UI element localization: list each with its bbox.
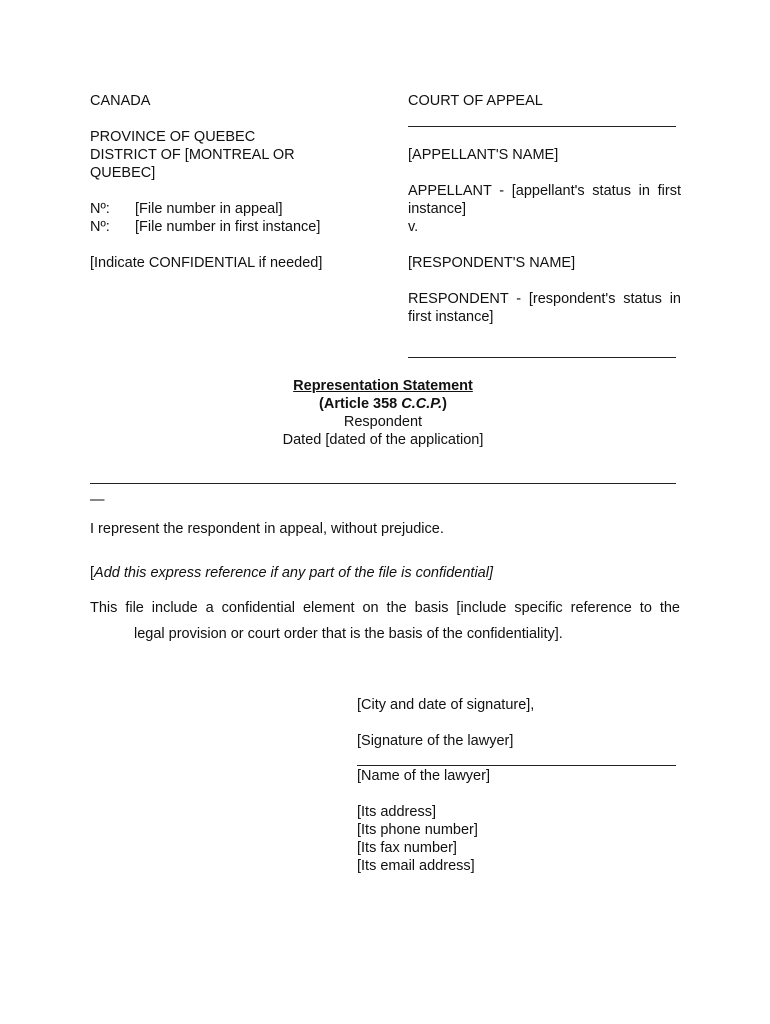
signature-rule xyxy=(357,765,676,766)
file-number-value: [File number in appeal] xyxy=(135,201,283,217)
file-number-label: Nº: xyxy=(90,201,110,217)
separator-rule-tail: — xyxy=(90,492,105,508)
express-reference-note xyxy=(90,564,680,582)
file-number-first-instance-row xyxy=(90,218,380,236)
document-title: Representation Statement xyxy=(293,378,473,394)
court-name: COURT OF APPEAL xyxy=(408,93,543,109)
file-number-label: Nº: xyxy=(90,219,110,235)
parties-rule xyxy=(408,357,676,358)
party-designation: Respondent xyxy=(343,414,423,430)
confidential-note: [Indicate CONFIDENTIAL if needed] xyxy=(90,255,323,271)
respondent-status-line2: first instance] xyxy=(408,309,494,325)
respondent-name: [RESPONDENT'S NAME] xyxy=(408,255,576,271)
title-block xyxy=(90,377,676,449)
parties-block xyxy=(408,146,681,326)
district-line1: DISTRICT OF [MONTREAL OR xyxy=(90,147,295,163)
contact-block xyxy=(357,803,677,875)
district-line2: QUEBEC] xyxy=(90,165,156,181)
header-right-column xyxy=(408,92,681,110)
city-date-signature: [City and date of signature], xyxy=(357,697,535,713)
representation-statement: I represent the respondent in appeal, without prejudice. xyxy=(90,521,444,537)
appellant-status-line1: APPELLANT - [appellant's status in first xyxy=(408,183,681,199)
article-suffix: ) xyxy=(442,396,447,412)
header-left-column xyxy=(90,92,380,272)
appellant-name: [APPELLANT'S NAME] xyxy=(408,147,559,163)
article-prefix: (Article 358 xyxy=(319,396,402,412)
country: CANADA xyxy=(90,93,151,109)
lawyer-name: [Name of the lawyer] xyxy=(357,768,490,784)
separator-rule xyxy=(90,483,676,484)
lawyer-fax: [Its fax number] xyxy=(357,840,457,856)
file-number-value: [File number in first instance] xyxy=(135,219,321,235)
respondent-status-line1: RESPONDENT - [respondent's status in xyxy=(408,291,681,307)
appellant-status-line2: instance] xyxy=(408,201,467,217)
lawyer-phone: [Its phone number] xyxy=(357,822,478,838)
lawyer-email: [Its email address] xyxy=(357,858,475,874)
article-code: C.C.P. xyxy=(401,396,443,412)
confidential-paragraph-line2: legal provision or court order that is the basis of the confidentiality]. xyxy=(134,626,563,642)
court-rule xyxy=(408,126,676,127)
lawyer-signature: [Signature of the lawyer] xyxy=(357,733,514,749)
province: PROVINCE OF QUEBEC xyxy=(90,129,256,145)
confidential-paragraph-line1: This file include a confidential element on the basis [include specific reference to the xyxy=(90,600,680,616)
dated-line: Dated [dated of the application] xyxy=(282,432,484,448)
versus: v. xyxy=(408,219,419,235)
lawyer-address: [Its address] xyxy=(357,804,436,820)
article-reference xyxy=(90,395,676,413)
express-reference-bracket: [ xyxy=(90,565,95,581)
express-reference-text: Add this express reference if any part of the file is confidential] xyxy=(94,565,493,581)
file-number-appeal-row xyxy=(90,200,380,218)
